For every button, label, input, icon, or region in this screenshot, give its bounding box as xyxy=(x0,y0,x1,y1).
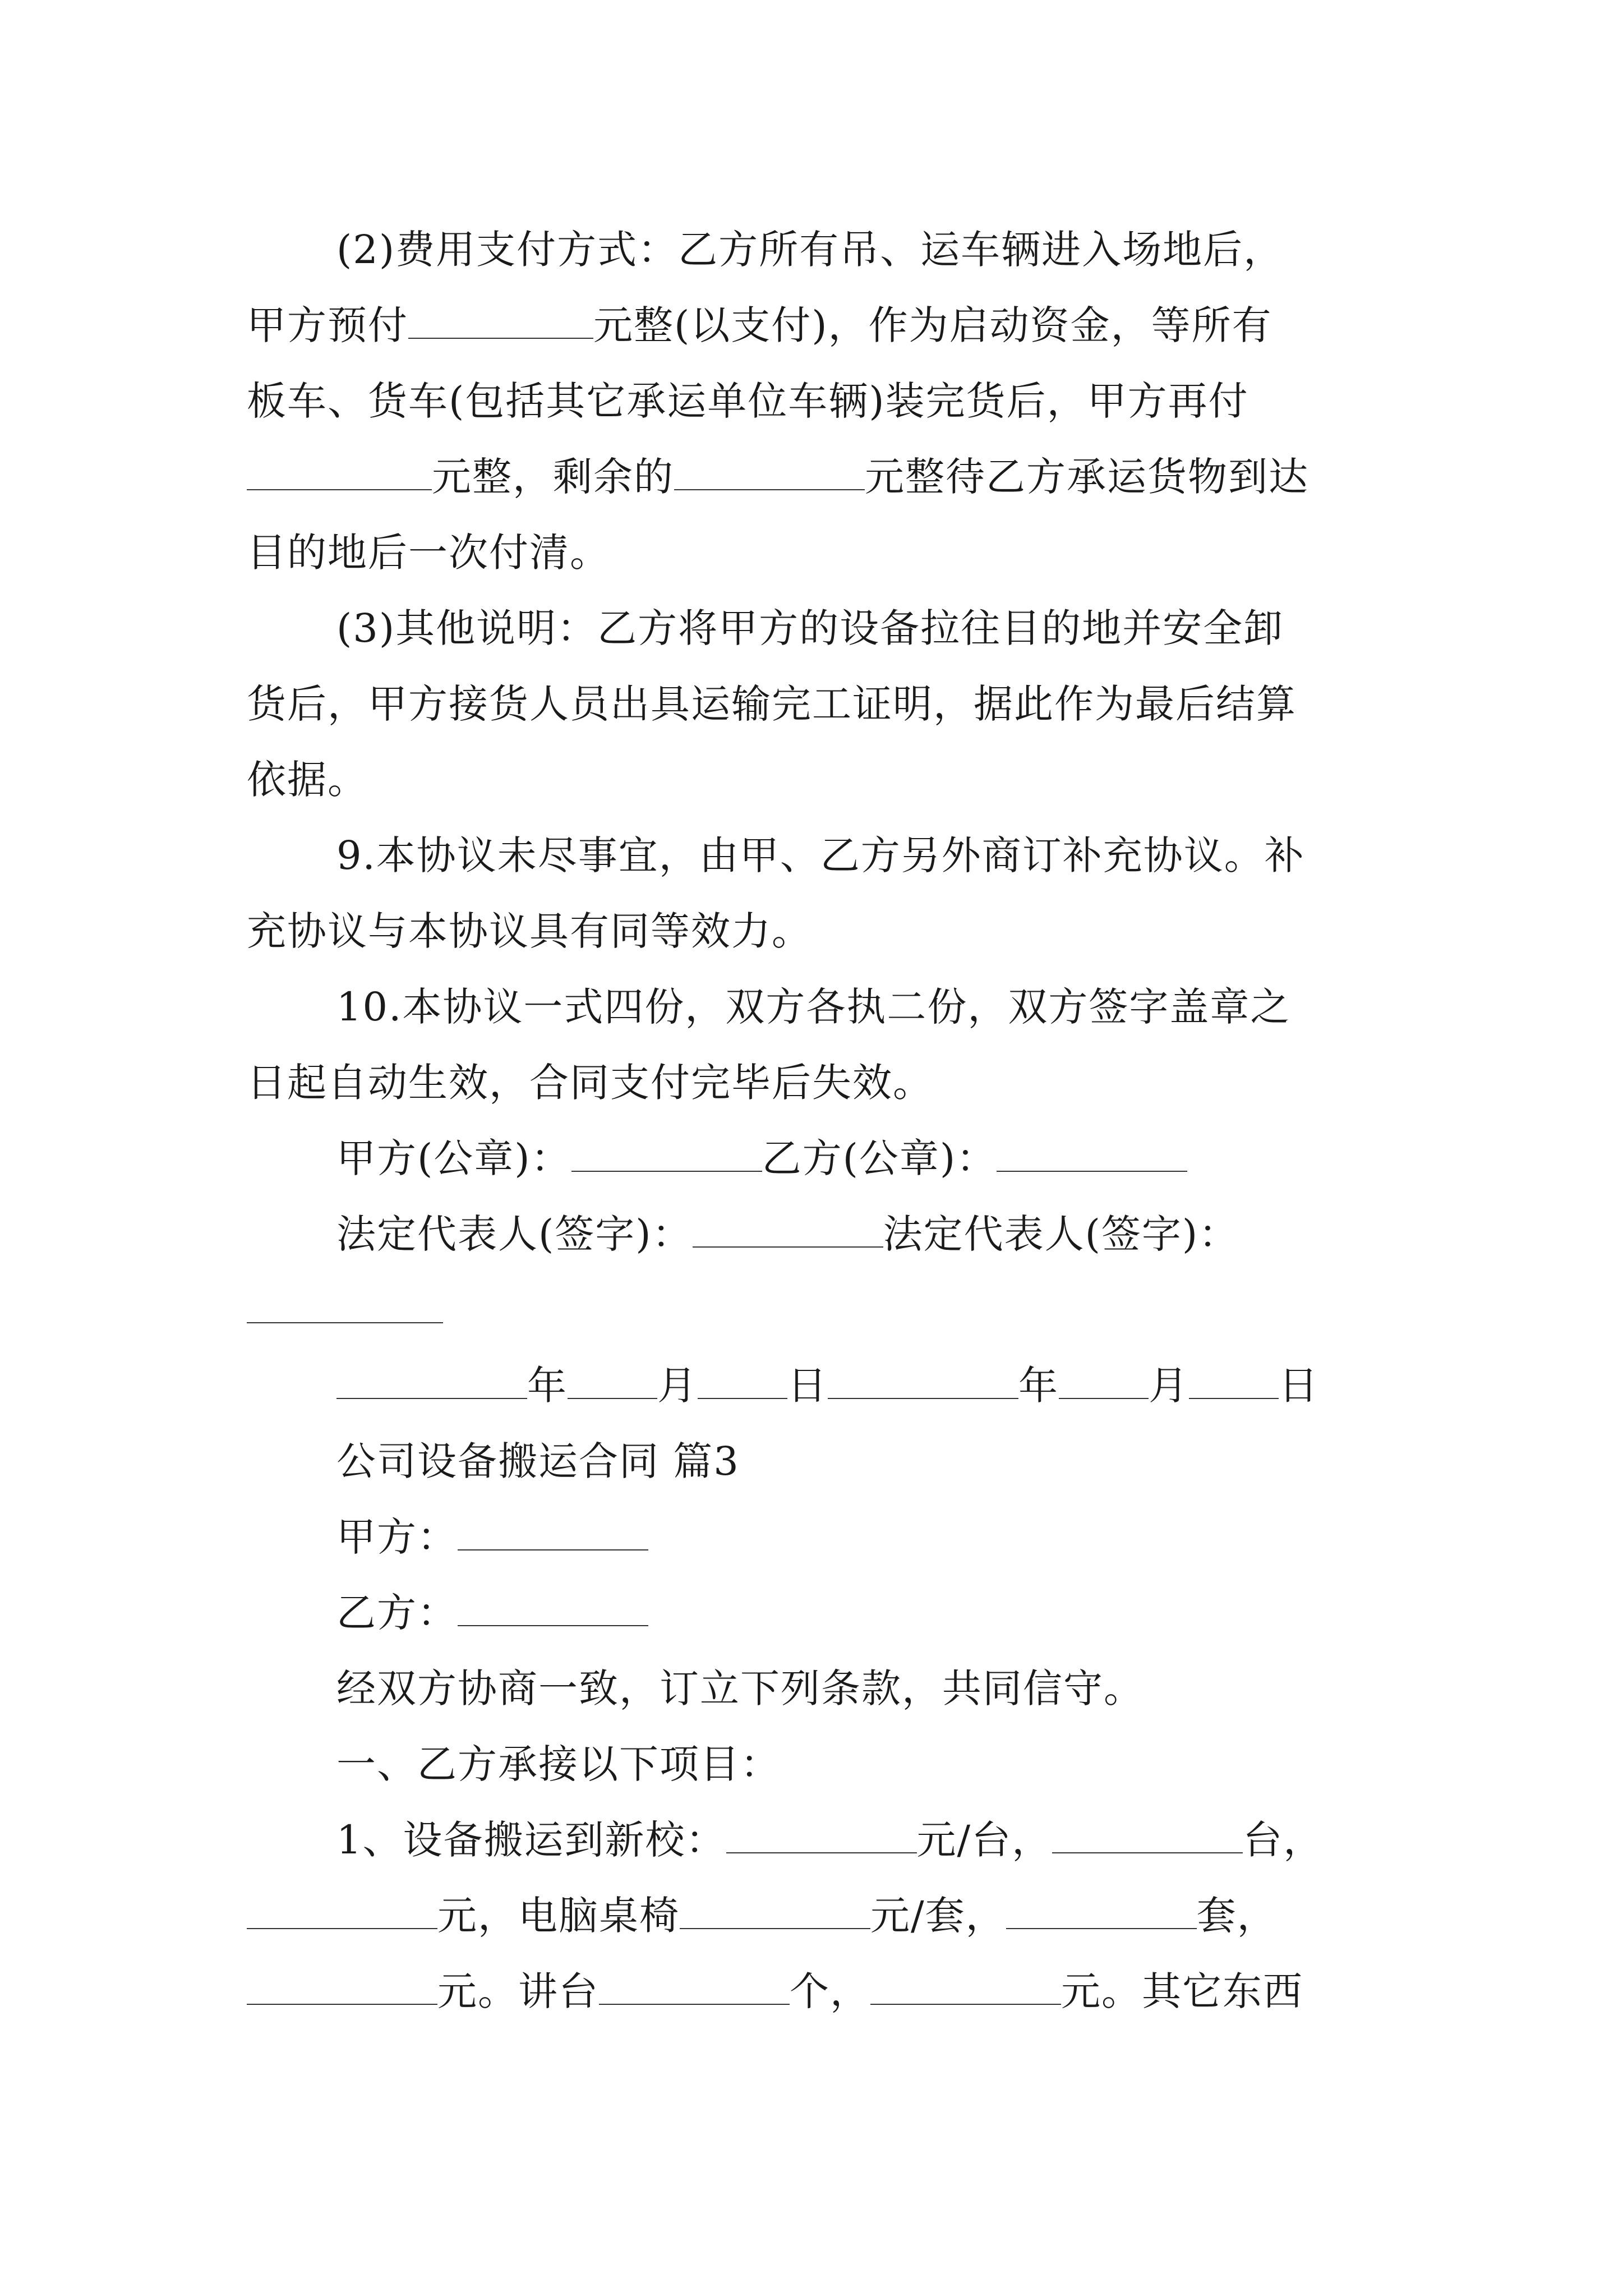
payment-method-line-1 xyxy=(336,222,1284,278)
party-b-month-blank xyxy=(1059,1361,1149,1399)
clause-9-text: 9.本协议未尽事宜，由甲、乙方另外商订补充协议。补 xyxy=(336,832,1305,878)
prepay-label: 甲方预付 xyxy=(247,302,408,348)
item-1-line-2 xyxy=(247,1888,1278,1944)
clause-10-line-1 xyxy=(336,979,1290,1035)
party-b-representative-blank xyxy=(247,1285,443,1323)
other-notes-line-1 xyxy=(336,600,1284,656)
party-b-seal-label: 乙方(公章)： xyxy=(762,1135,997,1181)
item-1-line-1 xyxy=(336,1812,1324,1868)
remaining-amount-blank xyxy=(674,452,865,490)
other-notes-line-2 xyxy=(247,676,1297,732)
party-a-seal-blank xyxy=(571,1134,762,1172)
section-title: 公司设备搬运合同 篇3 xyxy=(336,1438,740,1484)
party-a-month-blank xyxy=(568,1361,657,1399)
clause-10-line-2 xyxy=(247,1055,933,1111)
payment-method-line-5 xyxy=(247,524,610,581)
agreement-line xyxy=(336,1660,1144,1717)
party-a-name-blank xyxy=(458,1512,648,1550)
party-b-line xyxy=(336,1585,648,1641)
party-b-year-blank xyxy=(828,1361,1018,1399)
basis-text: 依据。 xyxy=(247,757,368,803)
clause-10-continuation: 日起自动生效，合同支付完毕后失效。 xyxy=(247,1060,933,1106)
party-a-representative-blank xyxy=(693,1209,883,1248)
equipment-total-blank xyxy=(247,1891,437,1929)
set-count-blank xyxy=(1006,1891,1197,1929)
second-payment-blank xyxy=(247,452,432,490)
section-title-line xyxy=(336,1433,740,1489)
party-b-label: 乙方： xyxy=(336,1590,458,1636)
clause-9-line-2 xyxy=(247,903,812,959)
party-b-name-blank xyxy=(458,1588,648,1626)
per-unit-label: 元/台， xyxy=(916,1817,1053,1863)
other-notes-line-3 xyxy=(247,752,368,808)
completion-certificate-text: 货后，甲方接货人员出具运输完工证明，据此作为最后结算 xyxy=(247,681,1297,727)
party-b-seal-blank xyxy=(997,1134,1187,1172)
clause-9-line-1 xyxy=(336,827,1305,884)
item-heading: 一、乙方承接以下项目： xyxy=(336,1741,781,1787)
date-line xyxy=(336,1358,1319,1414)
representative-signature-continuation xyxy=(247,1282,443,1338)
month-label: 月 xyxy=(657,1363,698,1409)
payment-method-line-4 xyxy=(247,449,1309,505)
pay-in-full-text: 目的地后一次付清。 xyxy=(247,530,610,576)
desk-chair-price-blank xyxy=(680,1891,870,1929)
payment-method-line-3 xyxy=(247,373,1249,429)
clause-9-continuation: 充协议与本协议具有同等效力。 xyxy=(247,908,812,954)
representative-signature-line xyxy=(336,1206,1239,1262)
item-1-line-3 xyxy=(247,1963,1303,2019)
payment-method-text: (2)费用支付方式：乙方所有吊、运车辆进入场地后， xyxy=(336,227,1284,273)
day-label: 日 xyxy=(1279,1363,1319,1409)
podium-count-blank xyxy=(599,1967,790,2005)
party-a-label: 甲方： xyxy=(336,1514,458,1560)
remaining-label: 元整，剩余的 xyxy=(432,454,674,500)
other-notes-text: (3)其他说明：乙方将甲方的设备拉往目的地并安全卸 xyxy=(336,605,1284,651)
desk-chair-label: 元，电脑桌椅 xyxy=(437,1893,680,1939)
unit-count-blank xyxy=(1052,1815,1243,1853)
podium-count-label: 个， xyxy=(790,1968,870,2014)
party-b-day-blank xyxy=(1189,1361,1279,1399)
year-label: 年 xyxy=(527,1363,568,1409)
desk-chair-total-blank xyxy=(247,1967,437,2005)
podium-label: 元。讲台 xyxy=(437,1968,599,2014)
year-label: 年 xyxy=(1018,1363,1059,1409)
unit-price-blank xyxy=(726,1815,917,1853)
loading-payment-text: 板车、货车(包括其它承运单位车辆)装完货后，甲方再付 xyxy=(247,378,1249,424)
seal-signature-line xyxy=(336,1130,1187,1186)
clause-10-text: 10.本协议一式四份，双方各执二份，双方签字盖章之 xyxy=(336,984,1291,1030)
payment-method-line-2 xyxy=(247,297,1272,353)
final-payment-text: 元整待乙方承运货物到达 xyxy=(865,454,1309,500)
month-label: 月 xyxy=(1149,1363,1189,1409)
equipment-moving-label: 1、设备搬运到新校： xyxy=(336,1817,726,1863)
party-b-representative-label: 法定代表人(签字)： xyxy=(883,1211,1239,1257)
item-heading-line xyxy=(336,1736,781,1792)
day-label: 日 xyxy=(787,1363,828,1409)
prepay-amount-blank xyxy=(408,301,593,339)
party-a-line xyxy=(336,1509,648,1565)
unit-count-label: 台， xyxy=(1243,1817,1324,1863)
party-a-day-blank xyxy=(698,1361,787,1399)
podium-total-blank xyxy=(870,1967,1061,2005)
agreement-text: 经双方协商一致，订立下列条款，共同信守。 xyxy=(336,1665,1144,1711)
party-a-year-blank xyxy=(336,1361,527,1399)
other-items-label: 元。其它东西 xyxy=(1061,1968,1303,2014)
party-a-seal-label: 甲方(公章)： xyxy=(336,1135,571,1181)
startup-fund-text: 元整(以支付)，作为启动资金，等所有 xyxy=(593,302,1272,348)
set-count-label: 套， xyxy=(1196,1893,1278,1939)
party-a-representative-label: 法定代表人(签字)： xyxy=(336,1211,693,1257)
per-set-label: 元/套， xyxy=(870,1893,1006,1939)
